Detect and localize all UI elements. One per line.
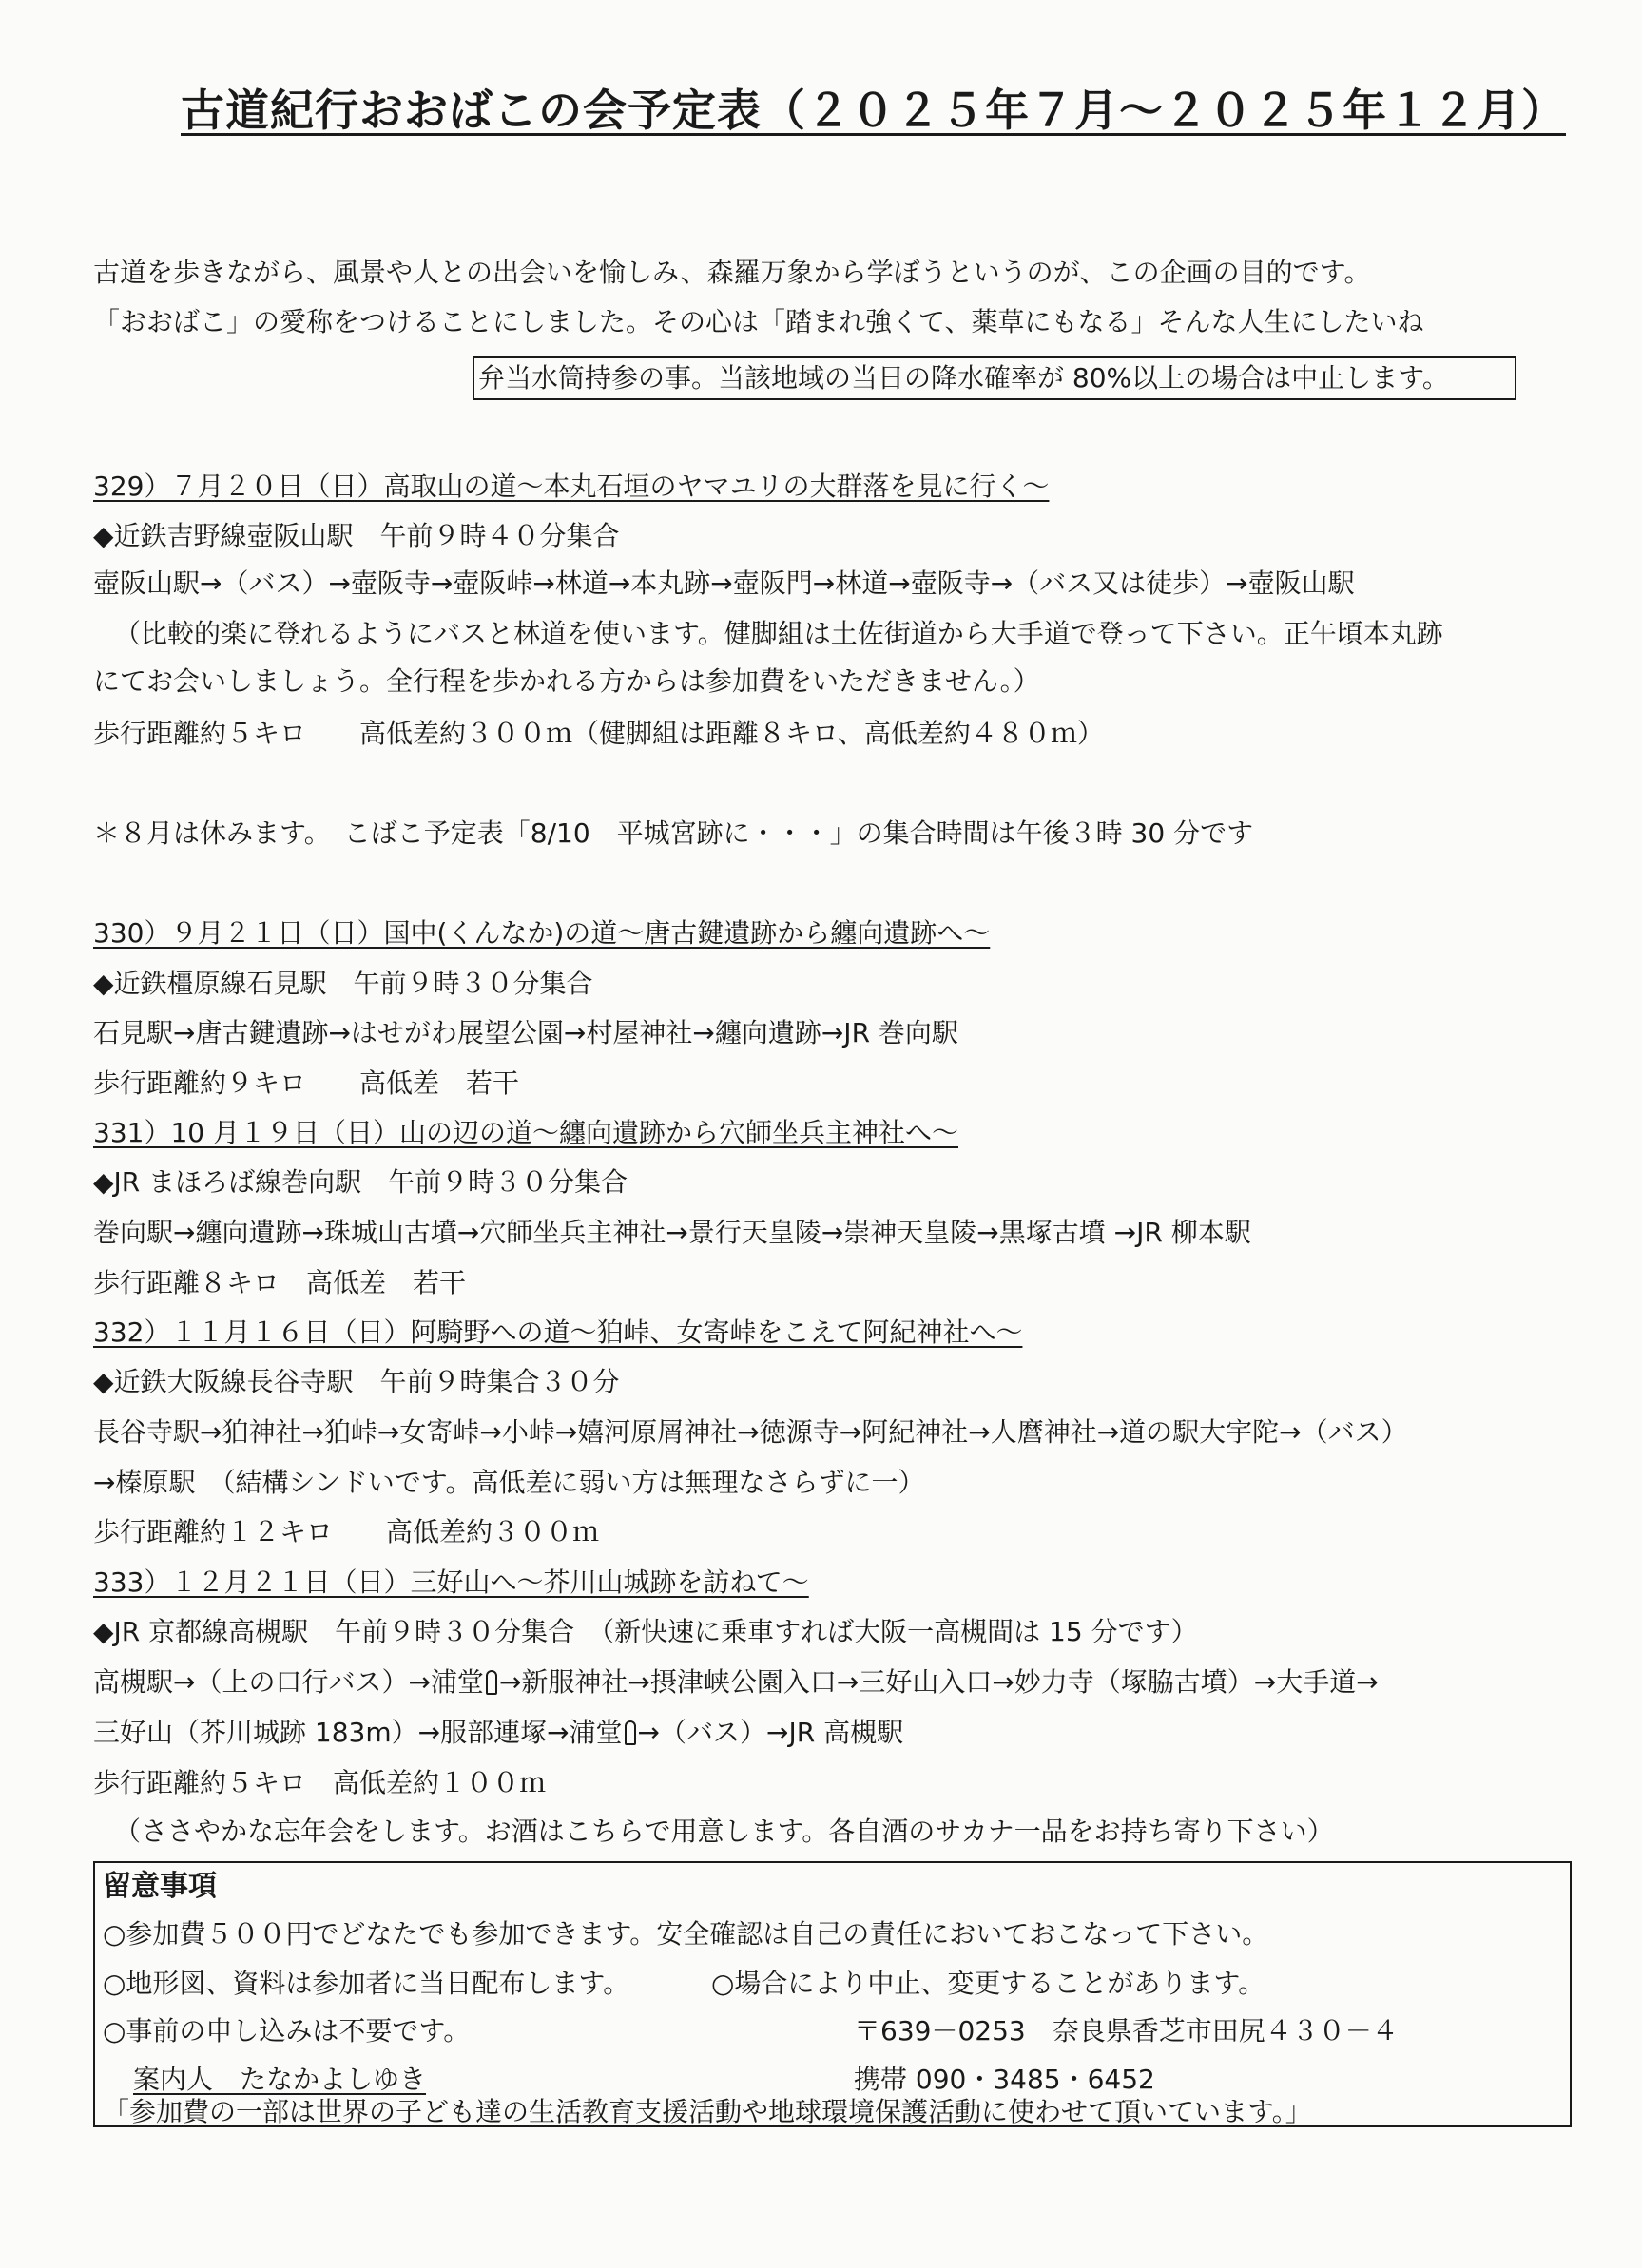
notice-item-materials: ○地形図、資料は参加者に当日配布します。 (103, 1968, 630, 1999)
event-332-distance: 歩行距離約１２キロ 高低差約３００ｍ (93, 1516, 600, 1547)
notice-phone: 携帯 090・3485・6452 (854, 2064, 1155, 2095)
event-330-meeting: ◆近鉄橿原線石見駅 午前９時３０分集合 (93, 968, 593, 999)
event-330-route: 石見駅→唐古鍵遺跡→はせがわ展望公園→村屋神社→纏向遺跡→JR 巻向駅 (93, 1017, 958, 1048)
event-332-route-2: →榛原駅 （結構シンドいです。高低差に弱い方は無理なさらずに一） (93, 1467, 925, 1498)
event-332-meeting: ◆近鉄大阪線長谷寺駅 午前９時集合３０分 (93, 1366, 620, 1397)
route-2-end: →（バス）→JR 高槻駅 (637, 1717, 904, 1748)
event-332-route-1: 長谷寺駅→狛神社→狛峠→女寄峠→小峠→嬉河原屑神社→徳源寺→阿紀神社→人麿神社→道の駅大宇陀→（バス） (93, 1416, 1408, 1448)
intro-line-2: 「おおばこ」の愛称をつけることにしました。その心は「踏まれ強くて、薬草にもなる」そんな人生にしたいね (93, 306, 1424, 337)
event-332-heading: 332）１１月１６日（日）阿騎野への道～狛峠、女寄峠をこえて阿紀神社へ～ (93, 1317, 1023, 1348)
route-1-end: →新服神社→摂津峡公園入口→三好山入口→妙力寺（塚脇古墳）→大手道→ (498, 1666, 1379, 1698)
event-329-distance: 歩行距離約５キロ 高低差約３００ｍ（健脚組は距離８キロ、高低差約４８０ｍ） (93, 718, 1104, 749)
notice-item-cancel: ○場合により中止、変更することがあります。 (711, 1968, 1265, 1999)
intro-line-1: 古道を歩きながら、風景や人との出会いを愉しみ、森羅万象から学ぼうというのが、この企画の目的です。 (93, 257, 1371, 288)
notice-heading: 留意事項 (103, 1870, 217, 1903)
event-329-note-1: （比較的楽に登れるようにバスと林道を使います。健脚組は土佐街道から大手道で登って下さい。正午頃本丸跡 (114, 618, 1443, 649)
notice-address: 〒639－0253 奈良県香芝市田尻４３０－４ (854, 2015, 1399, 2047)
event-329-meeting: ◆近鉄吉野線壺阪山駅 午前９時４０分集合 (93, 520, 620, 551)
hinge-mark-icon (486, 1670, 497, 1695)
event-330-heading: 330）９月２１日（日）国中(くんなか)の道～唐古鍵遺跡から纏向遺跡へ～ (93, 917, 991, 949)
august-note: ＊８月は休みます。 こばこ予定表「8/10 平城宮跡に・・・」の集合時間は午後３時 30 分です (93, 817, 1254, 849)
event-333-route-1 (93, 1666, 1379, 1699)
event-329-note-2: にてお会いしましょう。全行程を歩かれる方からは参加費をいただきません。） (93, 665, 1040, 697)
event-333-heading: 333）１２月２１日（日）三好山へ～芥川山城跡を訪ねて～ (93, 1566, 809, 1598)
notice-item-no-registration: ○事前の申し込みは不要です。 (103, 2015, 471, 2047)
notice-guide: 案内人 たなかよしゆき (133, 2064, 427, 2095)
event-333-meeting: ◆JR 京都線高槻駅 午前９時３０分集合 （新快速に乗車すれば大阪一高槻間は 15 分です） (93, 1616, 1198, 1647)
notice-item-fee: ○参加費５００円でどなたでも参加できます。安全確認は自己の責任においておこなって下さい。 (103, 1918, 1269, 1950)
hinge-mark-icon (625, 1720, 636, 1745)
event-329-route: 壺阪山駅→（バス）→壺阪寺→壺阪峠→林道→本丸跡→壺阪門→林道→壺阪寺→（バス又は徒歩）→壺阪山駅 (93, 567, 1355, 599)
bring-lunch-note: 弁当水筒持参の事。当該地域の当日の降水確率が 80%以上の場合は中止します。 (473, 356, 1516, 400)
event-330-distance: 歩行距離約９キロ 高低差 若干 (93, 1067, 520, 1099)
notice-footer: 「参加費の一部は世界の子ども達の生活教育支援活動や地球環境保護活動に使わせて頂いています。」 (103, 2096, 1312, 2127)
event-333-distance: 歩行距離約５キロ 高低差約１００ｍ (93, 1767, 547, 1798)
event-329-heading: 329）７月２０日（日）高取山の道～本丸石垣のヤマユリの大群落を見に行く～ (93, 471, 1050, 502)
page-title: 古道紀行おおばこの会予定表（２０２５年７月～２０２５年１２月） (181, 85, 1566, 136)
event-333-route-2 (93, 1717, 903, 1749)
route-1-start: 高槻駅→（上の口行バス）→浦堂 (93, 1666, 484, 1698)
event-331-meeting: ◆JR まほろば線巻向駅 午前９時３０分集合 (93, 1166, 628, 1198)
event-331-heading: 331）10 月１９日（日）山の辺の道～纏向遺跡から穴師坐兵主神社へ～ (93, 1117, 958, 1148)
event-333-note: （ささやかな忘年会をします。お酒はこちらで用意します。各自酒のサカナ一品をお持ち寄り下さい） (114, 1816, 1334, 1847)
route-2-start: 三好山（芥川城跡 183m）→服部連塚→浦堂 (93, 1717, 623, 1748)
notice-box (93, 1861, 1572, 2127)
event-331-distance: 歩行距離８キロ 高低差 若干 (93, 1267, 467, 1298)
event-331-route: 巻向駅→纏向遺跡→珠城山古墳→穴師坐兵主神社→景行天皇陵→崇神天皇陵→黒塚古墳 →JR 柳本駅 (93, 1217, 1251, 1248)
